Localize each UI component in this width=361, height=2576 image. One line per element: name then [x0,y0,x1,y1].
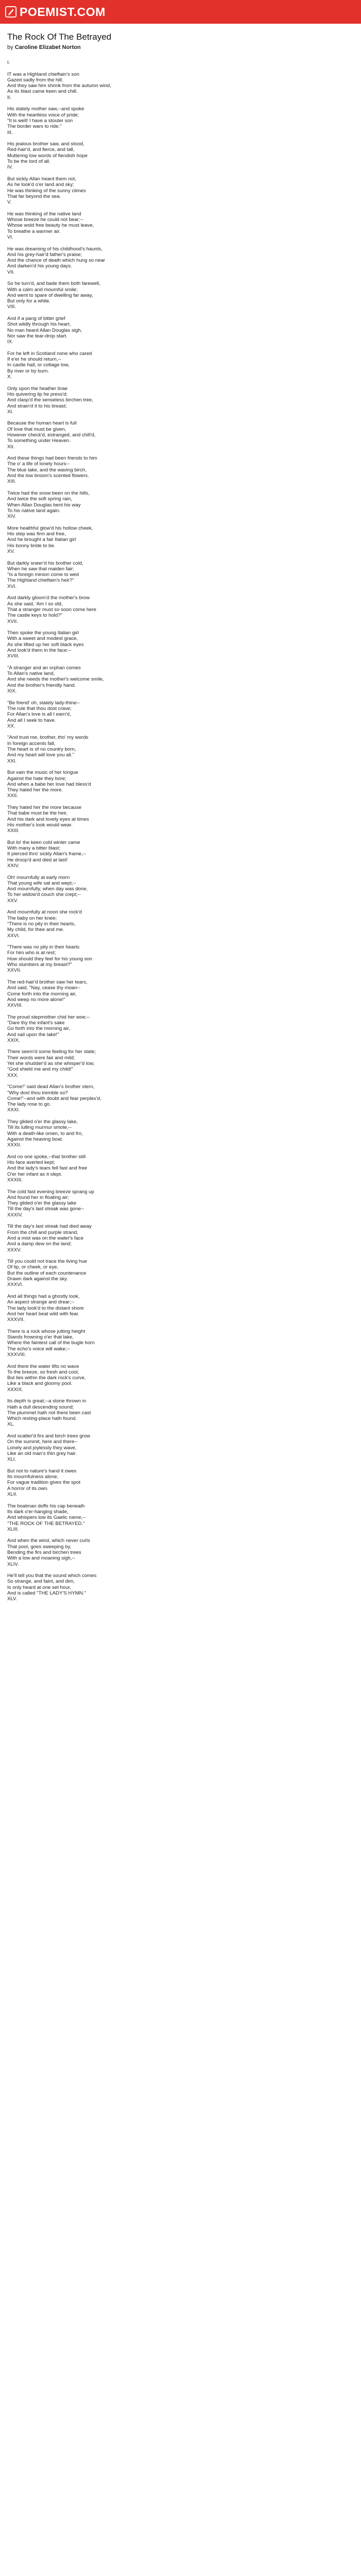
stanza [7,805,354,834]
poem-line: They glided o'er the glassy lake [7,1200,77,1207]
stanza [7,420,354,449]
stanza [7,351,354,380]
poem-line: Hath a dull descending sound; [7,1404,74,1410]
site-logo-text: POEMIST.COM [20,5,106,19]
poem-line: To something under Heaven. [7,438,71,444]
poem-line: In castle hall, or cottage low, [7,362,70,368]
poem-line: And scatter'd firs and birch trees grow [7,1433,90,1439]
poem-line: The cold fast evening breeze sprang up [7,1189,94,1195]
main-content [0,24,361,1602]
stanza-numeral: XLIV. [7,1561,19,1567]
stanza-numeral: XXVIII. [7,1003,23,1009]
poem-line: And twice the soft spring rain, [7,496,72,502]
poem-line: They glided o'er the glassy lake, [7,1119,78,1125]
stanza [7,561,354,589]
stanza [7,630,354,659]
poem-line: With a sweet and modest grace, [7,636,78,642]
stanza [7,106,354,135]
poem-line: No man heard Allan Douglas sigh, [7,327,83,333]
poem-line: "It is well! I have a stouter son [7,117,73,124]
poem-line: That pool, goes sweeping by, [7,1544,72,1550]
poem-line: And look'd them in the face:-- [7,647,72,653]
poem-line: "There is no pity in their hearts, [7,921,76,927]
poem-line: And clasp'd the senseless birchen tree, [7,397,93,403]
poem-line: It pierced thro' sickly Allan's frame,-- [7,851,86,857]
poem-line: The lady look'd to the distant shore [7,1305,84,1311]
poem-line: The baby on her knee; [7,915,57,921]
stanza-numeral: XXVI. [7,933,20,939]
stanza [7,386,354,415]
poem-line: With many a bitter blast; [7,845,60,852]
poem-line: And there the water lifts no wave [7,1363,79,1369]
stanza-numeral: I. [7,60,10,65]
poem-line: And he brought a fair Italian girl [7,537,76,543]
site-logo[interactable] [5,5,106,19]
stanza-numeral: XVII. [7,618,18,624]
poem-line: When he saw that maiden fair; [7,566,74,572]
poem-line: And said, "Nay, cease thy moan-- [7,985,80,991]
poem-line: Come!"--and with doubt and fear perplex'd, [7,1095,102,1101]
poem-line: And weep no more alone!" [7,996,65,1003]
stanza-numeral: XXII. [7,793,18,799]
stanza [7,595,354,624]
poem-line: "THE ROCK OF THE BETRAYED." [7,1520,85,1527]
stanza-numeral: XLV. [7,1596,18,1602]
poem-line: And she needs the mother's welcome smile, [7,676,104,683]
poem-line: To his native land again. [7,507,60,514]
poem-line: With a calm and mournful smile; [7,286,78,293]
poem-line: His mother's look would wear. [7,822,73,828]
stanza [7,141,354,170]
stanza-numeral: XI. [7,409,13,415]
stanza [7,1259,354,1287]
stanza-numeral: IV. [7,164,13,171]
stanza [7,455,354,484]
poem-line: And found her in floating air; [7,1194,70,1200]
stanza [7,875,354,904]
stanza [7,72,354,100]
poem-line: Come forth into the morning air, [7,991,77,997]
poem-line: There is a rock whose jutting height [7,1328,85,1334]
poem-line: And mournfully, when day was done, [7,886,88,892]
poem-body [7,60,354,1602]
poem-line: If e'er he should return,-- [7,357,61,363]
stanza-numeral: XX. [7,723,15,729]
poem-line: Till you could not trace the living hue [7,1259,87,1265]
poem-line: "And trust me, brother, tho' my words [7,735,89,741]
stanza [7,1294,354,1323]
poem-line: For he left in Scotland none who cared [7,350,92,357]
poem-line: Till the day's last streak was gone-- [7,1206,85,1212]
poem-line: Then spoke the young Italian girl [7,630,79,636]
poem-line: His step was firm and free, [7,531,66,537]
poem-line: For vague tradition gives the spot [7,1480,80,1486]
poem-line: "Why dost thou tremble so? [7,1090,68,1096]
poem-line: My child, for thee and me. [7,927,64,933]
poem-line: "A stranger and an orphan comes [7,665,81,671]
poem-line: And went to spare of dwelling far away, [7,292,93,298]
poem-line: Drawn dark against the sky. [7,1276,68,1282]
poem-line: The red-hair'd brother saw her tears, [7,979,88,985]
poem-line: Gazed sadly from the hill; [7,77,63,83]
poem-line: A horror of its own. [7,1485,48,1492]
stanza-numeral: XIX. [7,688,17,694]
poem-line: So he turn'd, and bade them both farewell, [7,281,101,287]
stanza-numeral: XII. [7,444,15,450]
stanza-numeral: XLI. [7,1456,17,1463]
poem-line: His quivering lip he press'd; [7,391,68,397]
poem-line: That young wife sat and wept;-- [7,880,76,886]
poem-byline [7,44,354,50]
poem-line: Of lip, or cheek, or eye, [7,1264,59,1270]
poem-line: How should they feel for his young son [7,956,92,962]
poem-line: So strange, and faint, and dim, [7,1579,75,1585]
poem-line: But the outline of each countenance [7,1270,87,1276]
poem-line: And darkly gloom'd the mother's brow [7,595,90,601]
poem-line: To the breeze, so fresh and cool, [7,1369,79,1375]
poem-line: The border wars to ride." [7,124,62,130]
stanza-numeral: X. [7,374,12,380]
stanza-numeral: XXIV. [7,862,20,869]
poem-line: But darkly sneer'd his brother cold, [7,560,84,566]
poem-line: Shot wildly through his heart, [7,321,71,328]
poem-line: The Highland chieftain's heir?" [7,578,74,584]
poem-line: The heart is of no country born, [7,747,76,753]
poem-line: He droop'd and died at last! [7,857,68,863]
stanza-numeral: VII. [7,269,15,275]
stanza [7,1049,354,1078]
stanza-numeral: XVI. [7,583,17,589]
poem-line: Because the human heart is full [7,420,77,427]
poem-line: And the chance of death which hung so near [7,258,105,264]
poem-line: Only upon the heather brae [7,385,68,392]
poem-line: The echo's voice will wake;-- [7,1346,70,1352]
poem-line: Lonely and joylessly they wave, [7,1445,77,1451]
poem-line: And her heart beat wild with fear. [7,1311,79,1317]
poem-line: Muttering low words of fiendish hope [7,152,88,159]
stanza [7,526,354,554]
poem-line: Its depth is great;--a stone thrown in [7,1398,87,1404]
poem-line: The plummet hath not there been cast [7,1410,91,1416]
stanza [7,1224,354,1252]
poem-line: But lo! the keen cold winter came [7,839,80,845]
stanza [7,60,354,65]
poem-line: IT was a Highland chieftain's son [7,71,79,77]
stanza-numeral: XXXI. [7,1107,20,1113]
stanza [7,840,354,869]
stanza-numeral: XV. [7,548,15,554]
stanza [7,316,354,345]
poem-line: And all things had a ghostly look, [7,1293,80,1299]
poem-line: The blue lake, and the waving birch, [7,467,87,473]
poem-line: To Allan's native land, [7,671,55,677]
poem-line: And the brother's friendly hand. [7,682,76,688]
poem-line: And they saw him shrink from the autumn wind, [7,83,111,89]
stanza-numeral: XLIII. [7,1526,19,1532]
quill-icon [5,6,17,18]
poem-line: As she said, 'Am I so old, [7,601,63,607]
poem-line: Their words were fair and mild; [7,1055,75,1061]
poem-line: And darken'd his young days. [7,263,72,269]
stanza [7,735,354,764]
poem-line: In foreign accents fall, [7,740,56,747]
poem-line: But not to nature's hand it owes [7,1468,77,1474]
poem-line: "Come!" said dead Allan's brother stern, [7,1084,95,1090]
poem-line: The rule that thou dost crave; [7,705,72,711]
poem-line: And is called "THE LADY'S HYMN." [7,1590,86,1597]
stanza [7,1189,354,1218]
poem-line: They hated her the more. [7,787,63,793]
poem-line: To breathe a warmer air. [7,228,61,234]
stanza [7,281,354,310]
poem-author[interactable]: Caroline Elizabet Norton [14,44,81,50]
byline-prefix: by [7,44,13,50]
stanza [7,1119,354,1148]
poem-line: And mournfully at noon she rock'd [7,909,82,916]
poem-line: Where the faintest call of the bugle horn [7,1340,95,1346]
poem-line: And the low broom's scented flowers. [7,473,89,479]
stanza-numeral: IX. [7,339,13,345]
stanza [7,176,354,205]
stanza [7,490,354,519]
poem-line: Like a black and gloomy pool. [7,1381,73,1387]
poem-line: But only for a while. [7,298,51,304]
stanza [7,770,354,799]
poem-line: More healthful glow'd his hollow cheek, [7,525,93,531]
poem-line: On the summit, here and there-- [7,1439,78,1445]
poem-line: That babe must be the heir, [7,810,68,817]
poem-line: His bonny bride to be. [7,543,56,549]
stanza-numeral: XXXIX. [7,1386,23,1393]
poem-line: Go forth into the morning air, [7,1026,70,1032]
poem-line: Is only heard at one set hour, [7,1584,71,1590]
poem-line: And if a pang of bitter grief [7,316,65,322]
stanza-numeral: XXXIV. [7,1212,23,1218]
poem-line: Who slumbers at my breast?" [7,962,72,968]
poem-line: Bending the firs and birchen trees [7,1550,81,1555]
stanza-numeral: XIII. [7,479,17,485]
stanza [7,1154,354,1183]
poem-line: Till its lulling murmur smote,-- [7,1125,72,1131]
poem-line: And a mist was on the water's face [7,1235,84,1241]
poem-line: He was thinking of the sunny climes [7,188,86,194]
stanza [7,1538,354,1567]
poem-line: "God shield me and my child!" [7,1066,73,1073]
poem-line: As he look'd o'er land and sky; [7,182,74,188]
stanza-numeral: XLII. [7,1492,18,1498]
stanza-numeral: XXXV. [7,1247,22,1253]
poem-line: Against the hate they bore; [7,775,67,782]
poem-line: As she lifted up her soft black eyes [7,641,84,648]
poem-line: "Is a foreign minion come to wed [7,572,79,578]
poem-line: Whose breeze he could not bear;-- [7,217,84,223]
poem-line: The o' a life of lonely hours-- [7,461,70,467]
poem-line: And whispers low its Gaelic name,-- [7,1515,86,1521]
poem-line: Of love that must be given, [7,426,67,432]
poem-title: The Rock Of The Betrayed [7,32,111,42]
poem-line: He'll tell you that the sound which comes [7,1573,97,1579]
poem-line: With a low and moaning sigh,-- [7,1555,75,1562]
stanza [7,1014,354,1043]
poem-line: As its blast came keen and chill. [7,89,78,95]
poem-line: And his grey-hair'd father's praise; [7,251,82,258]
poem-line: With a death-like omen, to and fro, [7,1130,83,1137]
poem-line: He was thinking of the native land [7,211,81,217]
poem-line: When Allan Douglas bent his way [7,502,81,508]
stanza-numeral: II. [7,94,11,100]
poem-line: And sail upon the lake!" [7,1031,59,1038]
stanza-numeral: V. [7,199,12,206]
poem-line: Yet she shudder'd as she whisper'd low, [7,1061,95,1067]
poem-line: "Be friend' oh, stately lady-thine-- [7,700,80,706]
poem-line: With the heartless voice of pride; [7,112,79,118]
poem-line: The boatman doffs his cap beneath [7,1503,85,1509]
stanza [7,1364,354,1393]
poem-line: Like an old man's thin grey hair. [7,1450,77,1456]
poem-line: There seem'd some feeling for her state; [7,1049,96,1055]
stanza [7,1329,354,1358]
stanza [7,979,354,1008]
poem-line: But lies within the dark rock's curve, [7,1375,86,1381]
stanza [7,246,354,275]
stanza-numeral: XL. [7,1421,15,1428]
poem-line: Red-hair'd, and fierce, and tall, [7,147,75,153]
stanza-numeral: XXXII. [7,1142,22,1148]
poem-line: Whose wold free beauty he must leave, [7,223,94,229]
stanza-numeral: XXX. [7,1072,19,1078]
poem-line: "Dare thy the infant's sake [7,1020,65,1026]
poem-line: That far beyond the sea. [7,193,61,199]
poem-line: Till the day's last streak had died away [7,1224,92,1230]
stanza-numeral: XXIII. [7,828,20,834]
poem-line: By river or by burn. [7,368,50,374]
poem-line: They hated her the more because [7,805,81,810]
stanza [7,700,354,729]
poem-line: And all I seek to have. [7,717,56,723]
stanza [7,1573,354,1602]
stanza [7,1503,354,1532]
poem-line: The proud stepmother chid her woe;-- [7,1014,90,1020]
poem-line: And when the wind, which never curls [7,1538,90,1544]
site-header [0,0,361,24]
stanza-numeral: XXIX. [7,1037,20,1043]
stanza [7,211,354,240]
poem-line: An aspect strange and drear;-- [7,1299,75,1306]
stanza-numeral: VI. [7,234,13,240]
poem-line: Oh! mournfully at early morn [7,874,70,880]
stanza-numeral: XXXVI. [7,1282,23,1288]
poem-line: However check'd, estranged, and chill'd, [7,432,96,438]
poem-line: To be the lord of all. [7,159,51,165]
stanza [7,944,354,973]
poem-line: Its dark o'er-hanging shade, [7,1509,69,1515]
poem-line: He was dreaming of his childhood's haunts, [7,246,103,252]
poem-line: And my heart will love you all." [7,752,74,758]
poem-line: And when a babe her love had bless'd [7,781,91,787]
poem-line: That a stranger must so soon come here [7,606,96,613]
poem-line: And these things had been friends to him [7,455,97,462]
poem-line: "There was no pity in their hearts [7,944,79,951]
poem-line: His jealous brother saw, and stood, [7,141,85,147]
poem-line: And a damp dew on the land; [7,1241,72,1247]
poem-line: For him who is at rest; [7,950,56,956]
stanza-numeral: XXVII. [7,968,22,974]
poem-line: And the lady's tears fell fast and free [7,1165,87,1172]
stanza [7,909,354,938]
poem-line: To her widow'd couch she crept;-- [7,892,81,898]
stanza-numeral: XIV. [7,514,17,520]
stanza [7,1433,354,1462]
stanza-numeral: XXXVII. [7,1317,25,1323]
stanza-numeral: XVIII. [7,653,20,659]
stanza-numeral: VIII. [7,304,17,310]
poem-line: Stands frowning o'er that lake, [7,1334,74,1341]
poem-line: Its mournfulness alone, [7,1474,59,1480]
poem-line: And no one spoke,--that brother still [7,1154,86,1160]
poem-line: From the chill and purple strand, [7,1229,78,1235]
poem-line: His stately mother saw,--and spoke [7,106,85,112]
poem-line: Nor saw the tear-drop start. [7,333,68,339]
poem-line: And strain'd it to his breast; [7,403,67,409]
poem-line: His face averted kept; [7,1160,55,1166]
poem-line: But sickly Allan heard them not, [7,176,76,182]
poem-line: But vain the music of her tongue [7,770,78,776]
stanza [7,1468,354,1497]
poem-line: Which resting-place hath found. [7,1416,77,1422]
poem-line: Twice had the snow been on the hills, [7,490,90,496]
stanza [7,665,354,694]
poem-line: The castle keys to hold?" [7,613,62,619]
poem-line: And his dark and lovely eyes at times [7,816,89,822]
poem-line: The lady rose to go. [7,1101,51,1108]
stanza-numeral: III. [7,129,13,135]
stanza [7,1398,354,1427]
stanza-numeral: XXV. [7,897,18,904]
stanza-numeral: XXXVIII. [7,1351,26,1358]
poem-line: For Allan's love is all I earn'd, [7,711,71,718]
poem-line: O'er her infant as it slept. [7,1171,62,1177]
stanza-numeral: XXI. [7,758,17,764]
stanza-numeral: XXXIII. [7,1177,23,1183]
poem-line: Against the heaving boat. [7,1136,63,1142]
stanza [7,1084,354,1113]
